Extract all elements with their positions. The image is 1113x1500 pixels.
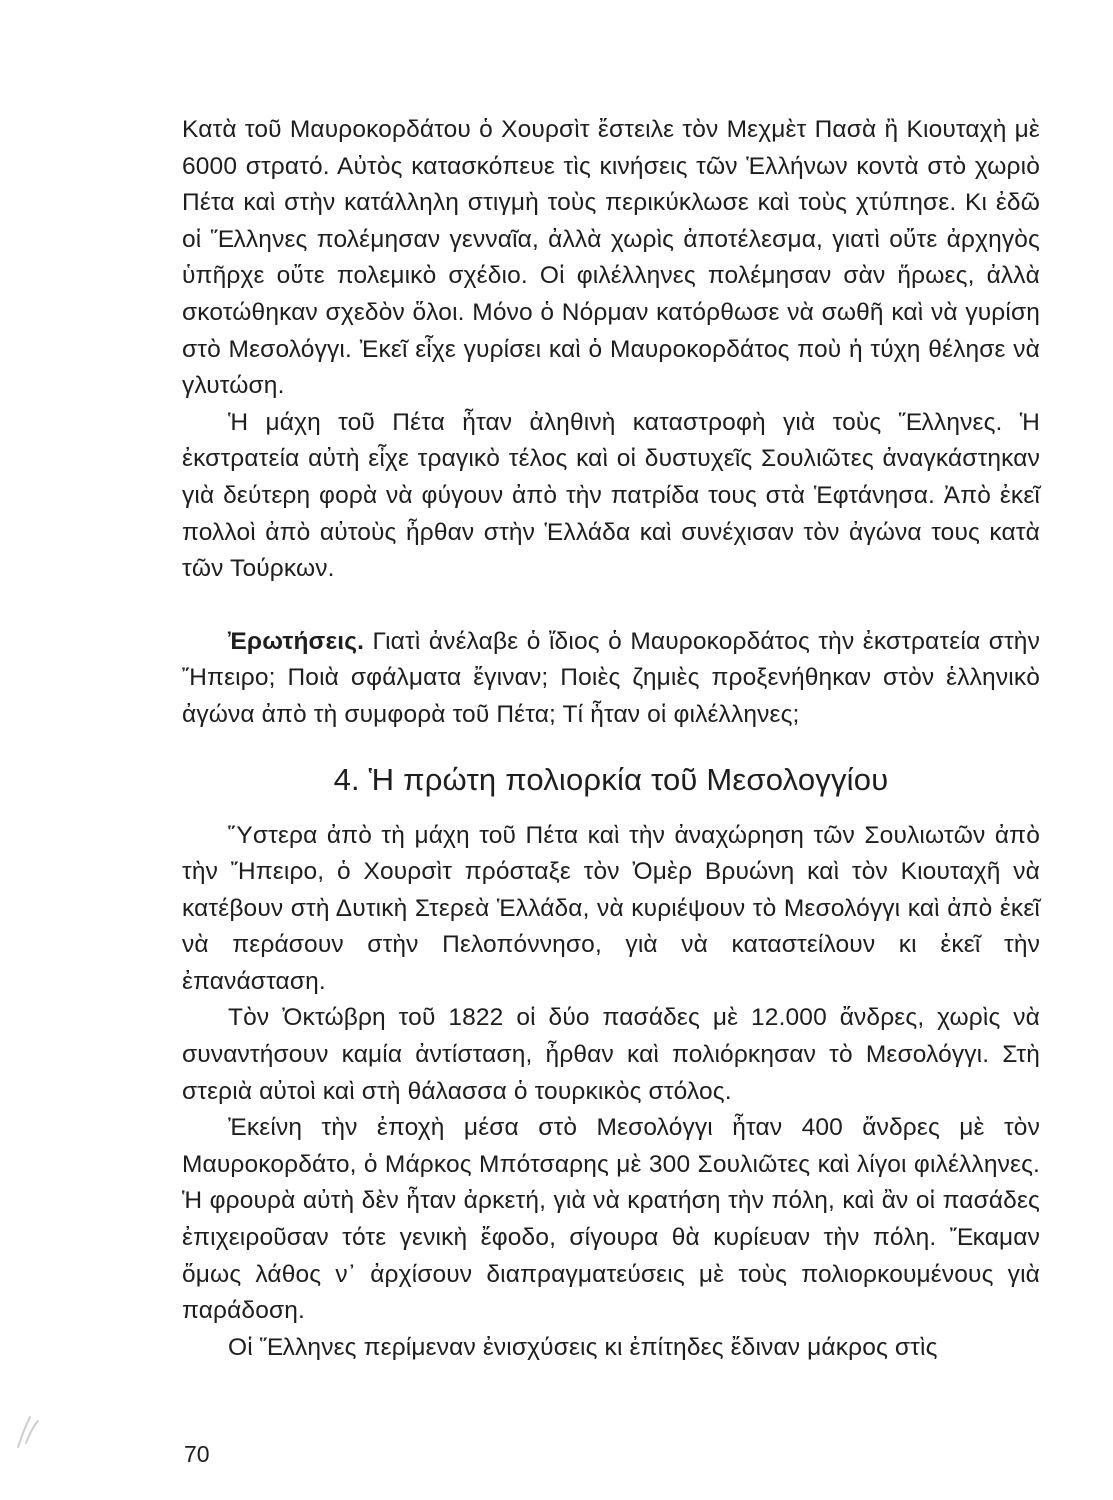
questions-text: Γιατὶ ἀνέλαβε ὁ ἴδιος ὁ Μαυροκορδάτος τὴν ἐκστρατεία στὴν Ἤπειρο; Ποιὰ σφάλματα ἔγιναν; Ποιὲς ζημιὲς προξενήθηκαν στὸν ἑλληνικὸ ἀγώνα ἀπὸ τὴ συμφορὰ τοῦ Πέτα; Τί ἦταν οἱ φιλέλληνες; [182,627,1040,728]
paragraph-garrison: Ἐκείνη τὴν ἐποχὴ μέσα στὸ Μεσολόγγι ἦταν 400 ἄνδρες μὲ τὸν Μαυροκορδάτο, ὁ Μάρκος Μπότσαρης μὲ 300 Σουλιῶτες καὶ λίγοι φιλέλληνες. Ἡ φρουρὰ αὐτὴ δὲν ἦταν ἀρκετή, γιὰ νὰ κρατήση τὴν πόλη, καὶ ἂν οἱ πασάδες ἐπιχειροῦσαν τότε γενικὴ ἔφοδο, σίγουρα θὰ κυρίευαν τὴν πόλη. Ἔκαμαν ὅμως λάθος ν᾽ ἀρχίσουν διαπραγματεύσεις μὲ τοὺς πολιορκουμένους γιὰ παράδοση. [182,1114,1040,1325]
pencil-mark-icon [8,1395,68,1455]
page-body [182,112,1040,1366]
paragraph-petta-battle: Κατὰ τοῦ Μαυροκορδάτου ὁ Χουρσὶτ ἔστειλε τὸν Μεχμὲτ Πασὰ ἢ Κιουταχὴ μὲ 6000 στρατό. Αὐτὸς κατασκόπευε τὶς κινήσεις τῶν Ἑλλήνων κοντὰ στὸ χωριὸ Πέτα καὶ στὴν κατάλληλη στιγμὴ τοὺς περικύκλωσε καὶ τοὺς χτύπησε. Κι ἐδῶ οἱ Ἕλληνες πολέμησαν γενναῖα, ἀλλὰ χωρὶς ἀποτέλεσμα, γιατὶ οὔτε ἀρχηγὸς ὑπῆρχε οὔτε πολεμικὸ σχέδιο. Οἱ φιλέλληνες πολέμησαν σὰν ἥρωες, ἀλλὰ σκοτώθηκαν σχεδὸν ὅλοι. Μόνο ὁ Νόρμαν κατόρθωσε νὰ σωθῆ καὶ νὰ γυρίση στὸ Μεσολόγγι. Ἐκεῖ εἶχε γυρίσει καὶ ὁ Μαυροκορδάτος ποὺ ἡ τύχη θέλησε νὰ γλυτώση. [182,116,1040,400]
questions-label: Ἐρωτήσεις. [228,627,365,655]
paragraph-reinforcements: Οἱ Ἕλληνες περίμεναν ἐνισχύσεις κι ἐπίτηδες ἔδιναν μάκρος στὶς [228,1333,938,1361]
paragraph-siege-start: Τὸν Ὀκτώβρη τοῦ 1822 οἱ δύο πασάδες μὲ 12.000 ἄνδρες, χωρὶς νὰ συναντήσουν καμία ἀντίσταση, ἦρθαν καὶ πολιόρκησαν τὸ Μεσολόγγι. Στὴ στεριὰ αὐτοὶ καὶ στὴ θάλασσα ὁ τουρκικὸς στόλος. [182,1004,1040,1105]
section-heading: 4. Ἡ πρώτη πολιορκία τοῦ Μεσολογγίου [333,761,889,797]
paragraph-siege-orders: Ὕστερα ἀπὸ τὴ μάχη τοῦ Πέτα καὶ τὴν ἀναχώρηση τῶν Σουλιωτῶν ἀπὸ τὴν Ἤπειρο, ὁ Χουρσὶτ πρόσταξε τὸν Ὀμὲρ Βρυώνη καὶ τὸν Κιουταχῆ νὰ κατέβουν στὴ Δυτικὴ Στερεὰ Ἑλλάδα, νὰ κυριέψουν τὸ Μεσολόγγι καὶ ἀπὸ ἐκεῖ νὰ περάσουν στὴν Πελοπόννησο, γιὰ νὰ καταστείλουν κι ἐκεῖ τὴν ἐπανάσταση. [182,821,1040,995]
paragraph-petta-outcome: Ἡ μάχη τοῦ Πέτα ἦταν ἀληθινὴ καταστροφὴ γιὰ τοὺς Ἕλληνες. Ἡ ἐκστρατεία αὐτὴ εἶχε τραγικὸ τέλος καὶ οἱ δυστυχεῖς Σουλιῶτες ἀναγκάστηκαν γιὰ δεύτερη φορὰ νὰ φύγουν ἀπὸ τὴν πατρίδα τους στὰ Ἑφτάνησα. Ἀπὸ ἐκεῖ πολλοὶ ἀπὸ αὐτοὺς ἦρθαν στὴν Ἑλλάδα καὶ συνέχισαν τὸν ἀγώνα τους κατὰ τῶν Τούρκων. [182,408,1040,583]
page-number: 70 [184,1441,210,1467]
questions-block [182,624,1040,734]
